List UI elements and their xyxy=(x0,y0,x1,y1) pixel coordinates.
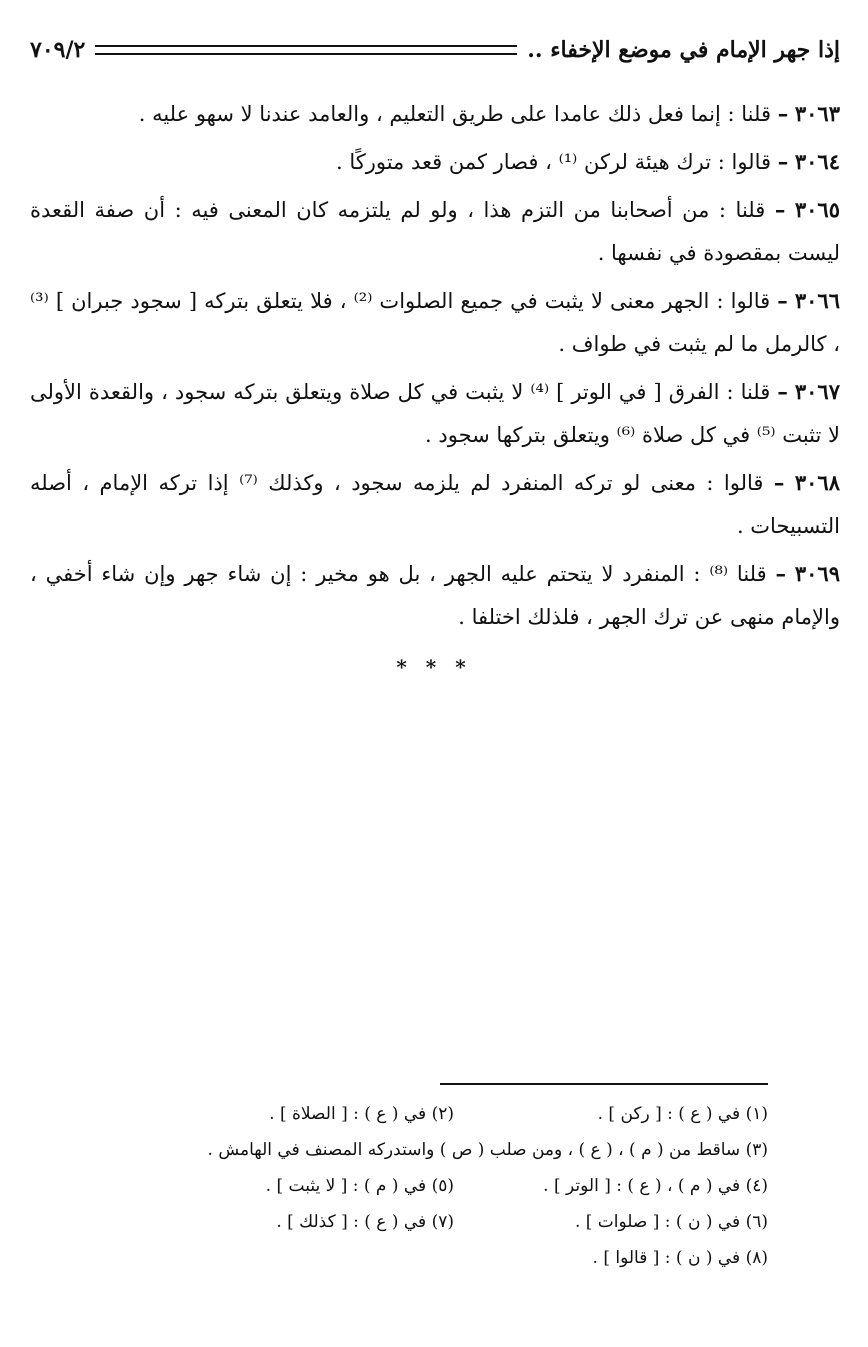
paragraph: ٣٠٦٧ – قلنا : الفرق [ في الوتر ] ⁽⁴⁾ لا يثبت في كل صلاة ويتعلق بتركه سجود ، والقعدة الأولى لا تثبت ⁽⁵⁾ في كل صلاة ⁽⁶⁾ ويتعلق بتركها سجود . xyxy=(30,379,840,447)
paragraph-number: ٣٠٦٧ xyxy=(794,379,840,404)
main-text xyxy=(30,92,840,643)
footnote: (٧) في ( ع ) : [ كذلك ] . xyxy=(276,1212,454,1232)
footnote: (٤) في ( م ) ، ( ع ) : [ الوتر ] . xyxy=(543,1176,768,1196)
footnote-divider xyxy=(440,1083,768,1085)
paragraph-number: ٣٠٦٥ xyxy=(794,197,840,222)
paragraph-text: قالوا : الجهر معنى لا يثبت في جميع الصلوات ⁽²⁾ ، فلا يتعلق بتركه [ سجود جبران ] ⁽³⁾ ، كالرمل ما لم يثبت في طواف . xyxy=(30,289,840,356)
paragraph-number: ٣٠٦٤ xyxy=(794,149,840,174)
paragraph: ٣٠٦٣ – قلنا : إنما فعل ذلك عامدا على طريق التعليم ، والعامد عندنا لا سهو عليه . xyxy=(138,101,840,126)
header-rule xyxy=(95,45,517,55)
footnote-row xyxy=(140,1168,768,1204)
paragraph: ٣٠٦٤ – قالوا : ترك هيئة لركن ⁽¹⁾ ، فصار كمن قعد متوركًا . xyxy=(335,149,840,174)
section-separator: * * * xyxy=(396,655,472,679)
paragraph-text: قالوا : معنى لو تركه المنفرد لم يلزمه سجود ، وكذلك ⁽⁷⁾ إذا تركه الإمام ، أصله التسبيحات . xyxy=(30,471,840,538)
header-title: إذا جهر الإمام في موضع الإخفاء .. xyxy=(527,37,840,63)
paragraph: ٣٠٦٨ – قالوا : معنى لو تركه المنفرد لم يلزمه سجود ، وكذلك ⁽⁷⁾ إذا تركه الإمام ، أصله التسبيحات . xyxy=(30,470,840,538)
footnote: (٣) ساقط من ( م ) ، ( ع ) ، ومن صلب ( ص ) واستدركه المصنف في الهامش . xyxy=(207,1140,768,1160)
paragraph-number: ٣٠٦٩ xyxy=(794,561,840,586)
page-number: ٧٠٩/٢ xyxy=(30,37,86,63)
paragraph-text: قلنا ⁽⁸⁾ : المنفرد لا يتحتم عليه الجهر ، بل هو مخير : إن شاء جهر وإن شاء أخفي ، والإمام منهى عن ترك الجهر ، فلذلك اختلفا . xyxy=(30,562,840,629)
paragraph-number: ٣٠٦٦ xyxy=(794,288,840,313)
footnote: (٥) في ( م ) : [ لا يثبت ] . xyxy=(265,1176,454,1196)
footnote: (٨) في ( ن ) : [ قالوا ] . xyxy=(592,1248,768,1268)
running-header xyxy=(30,30,840,70)
footnote-row xyxy=(140,1096,768,1132)
footnote-row xyxy=(140,1204,768,1240)
paragraph-text: قلنا : من أصحابنا من التزم هذا ، ولو لم يلتزمه كان المعنى فيه : أن صفة القعدة ليست بمقصودة في نفسها . xyxy=(30,198,840,265)
paragraph: ٣٠٦٥ – قلنا : من أصحابنا من التزم هذا ، ولو لم يلتزمه كان المعنى فيه : أن صفة القعدة ليست بمقصودة في نفسها . xyxy=(30,197,840,265)
footnote: (٦) في ( ن ) : [ صلوات ] . xyxy=(574,1212,768,1232)
paragraph-number: ٣٠٦٨ xyxy=(794,470,840,495)
footnote: (٢) في ( ع ) : [ الصلاة ] . xyxy=(269,1104,454,1124)
paragraph-number: ٣٠٦٣ xyxy=(794,101,840,126)
paragraph: ٣٠٦٩ – قلنا ⁽⁸⁾ : المنفرد لا يتحتم عليه الجهر ، بل هو مخير : إن شاء جهر وإن شاء أخفي ، والإمام منهى عن ترك الجهر ، فلذلك اختلفا . xyxy=(30,561,840,629)
paragraph-text: قلنا : إنما فعل ذلك عامدا على طريق التعليم ، والعامد عندنا لا سهو عليه . xyxy=(138,102,771,126)
footnote: (١) في ( ع ) : [ ركن ] . xyxy=(597,1104,768,1124)
paragraph-text: قالوا : ترك هيئة لركن ⁽¹⁾ ، فصار كمن قعد متوركًا . xyxy=(335,150,771,174)
footnotes xyxy=(140,1096,768,1276)
paragraph: ٣٠٦٦ – قالوا : الجهر معنى لا يثبت في جميع الصلوات ⁽²⁾ ، فلا يتعلق بتركه [ سجود جبران ] ⁽³⁾ ، كالرمل ما لم يثبت في طواف . xyxy=(30,288,840,356)
paragraph-text: قلنا : الفرق [ في الوتر ] ⁽⁴⁾ لا يثبت في كل صلاة ويتعلق بتركه سجود ، والقعدة الأولى لا تثبت ⁽⁵⁾ في كل صلاة ⁽⁶⁾ ويتعلق بتركها سجود . xyxy=(30,380,840,447)
